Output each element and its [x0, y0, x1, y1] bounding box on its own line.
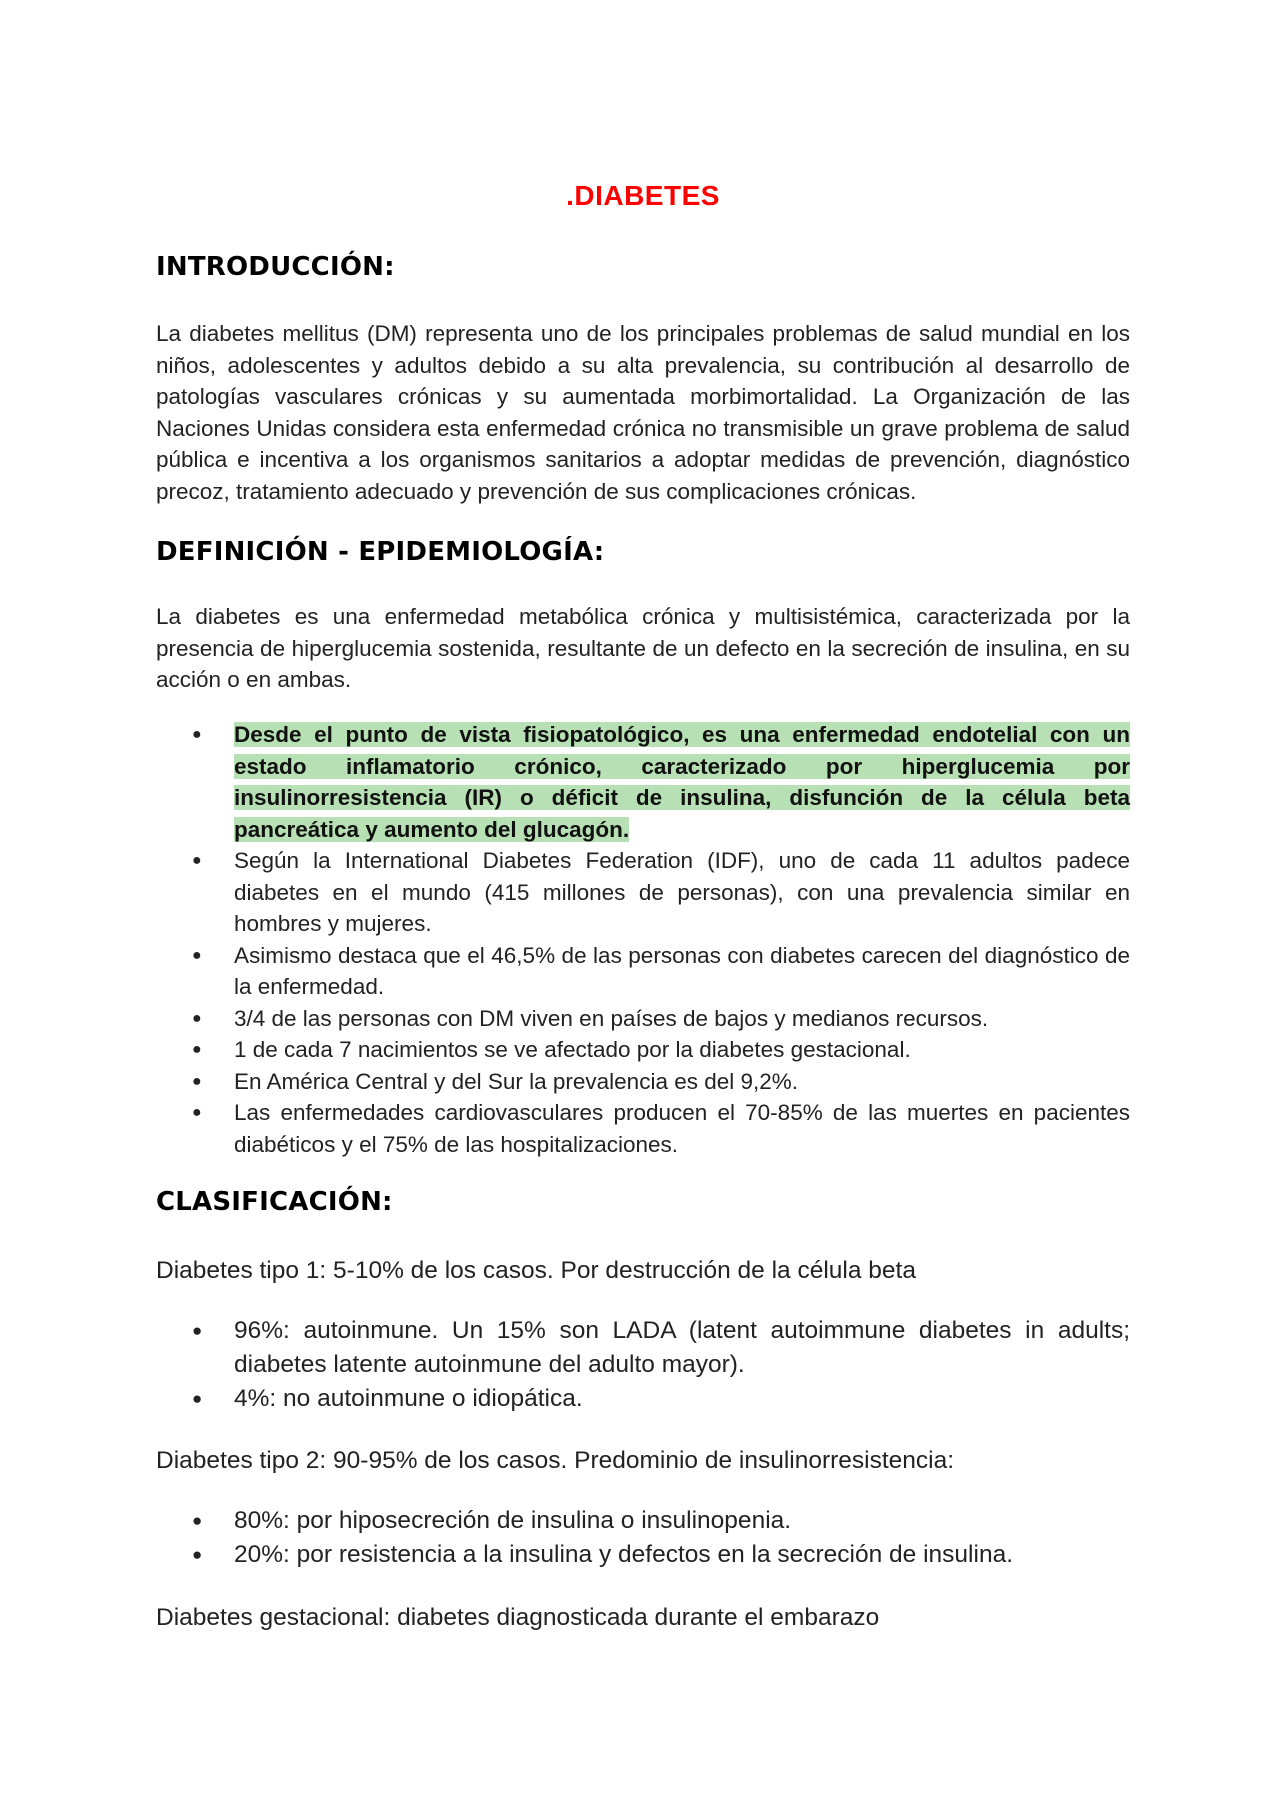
bullet-icon: ●: [192, 726, 202, 743]
list-item-text: Las enfermedades cardiovasculares producen el 70-85% de las muertes en pacientes diabéticos y el 75% de las hospitalizaciones.: [234, 1100, 1130, 1157]
list-item-text: 3/4 de las personas con DM viven en países de bajos y medianos recursos.: [234, 1005, 989, 1031]
list-item-text: 80%: por hiposecreción de insulina o insulinopenia.: [234, 1507, 792, 1534]
definicion-paragraph: La diabetes es una enfermedad metabólica crónica y multisistémica, caracterizada por la presencia de hiperglucemia sostenida, resultante de un defecto en la secreción de insulina, en su acción o en ambas.: [156, 604, 1130, 692]
clasificacion-tipo1: Diabetes tipo 1: 5-10% de los casos. Por destrucción de la célula beta: [156, 1257, 916, 1284]
list-item-text: 20%: por resistencia a la insulina y defectos en la secreción de insulina.: [234, 1541, 1013, 1568]
bullet-icon: ●: [192, 1072, 202, 1090]
heading-definicion: DEFINICIÓN - EPIDEMIOLOGÍA:: [156, 537, 605, 567]
list-item: [156, 940, 1130, 1003]
list-item-text: 1 de cada 7 nacimientos se ve afectado por la diabetes gestacional.: [234, 1037, 911, 1062]
bullet-icon: ●: [192, 1009, 202, 1027]
bullet-icon: ●: [192, 1511, 203, 1530]
list-item-text: 4%: no autoinmune o idiopática.: [234, 1385, 583, 1412]
list-item: [156, 1314, 1130, 1382]
list-item: [156, 1382, 1130, 1416]
bullet-icon: ●: [192, 852, 202, 869]
list-item-text: 96%: autoinmune. Un 15% son LADA (latent autoimmune diabetes in adults; diabetes latente autoinmune del adulto mayor).: [234, 1317, 1130, 1378]
clasificacion-gestacional: Diabetes gestacional: diabetes diagnosticada durante el embarazo: [156, 1604, 880, 1631]
list-item: [156, 1034, 1130, 1066]
bullet-icon: ●: [192, 1104, 202, 1121]
heading-introduccion: INTRODUCCIÓN:: [156, 252, 395, 282]
list-item: [156, 1003, 1130, 1035]
heading-clasificacion: CLASIFICACIÓN:: [156, 1187, 393, 1217]
list-item: [156, 1066, 1130, 1098]
list-item: [156, 845, 1130, 940]
tipo1-bullet-list: [156, 1314, 1130, 1416]
list-item: [156, 1538, 1130, 1572]
bullet-icon: ●: [192, 1389, 203, 1408]
bullet-icon: ●: [192, 1041, 202, 1058]
list-item: [156, 1504, 1130, 1538]
tipo2-bullet-list: [156, 1504, 1130, 1572]
definicion-bullet-list: [156, 719, 1130, 1160]
document-title: .DIABETES: [566, 180, 720, 211]
clasificacion-tipo2: Diabetes tipo 2: 90-95% de los casos. Predominio de insulinorresistencia:: [156, 1447, 955, 1474]
list-item: [156, 719, 1130, 845]
list-item-text: En América Central y del Sur la prevalencia es del 9,2%.: [234, 1068, 799, 1094]
bullet-icon: ●: [192, 1321, 203, 1340]
list-item: [156, 1097, 1130, 1160]
list-item-text: Según la International Diabetes Federation (IDF), uno de cada 11 adultos padece diabetes en el mundo (415 millones de personas), con una prevalencia similar en hombres y mujeres.: [234, 848, 1130, 936]
introduccion-paragraph: La diabetes mellitus (DM) representa uno de los principales problemas de salud mundial en los niños, adolescentes y adultos debido a su alta prevalencia, su contribución al desarrollo de patologías vasculares crónicas y su aumentada morbimortalidad. La Organización de las Naciones Unidas considera esta enfermedad crónica no transmisible un grave problema de salud pública e incentiva a los organismos sanitarios a adoptar medidas de prevención, diagnóstico precoz, tratamiento adecuado y prevención de sus complicaciones crónicas.: [156, 321, 1130, 504]
bullet-icon: ●: [192, 946, 202, 964]
list-item-text: Desde el punto de vista fisiopatológico, es una enfermedad endotelial con un estado inflamatorio crónico, caracterizado por hiperglucemia por insulinorresistencia (IR) o déficit de insulina, disfunción de la célula beta pancreática y aumento del glucagón.: [234, 722, 1130, 842]
list-item-text: Asimismo destaca que el 46,5% de las personas con diabetes carecen del diagnóstico de la enfermedad.: [234, 942, 1130, 999]
bullet-icon: ●: [192, 1545, 203, 1564]
